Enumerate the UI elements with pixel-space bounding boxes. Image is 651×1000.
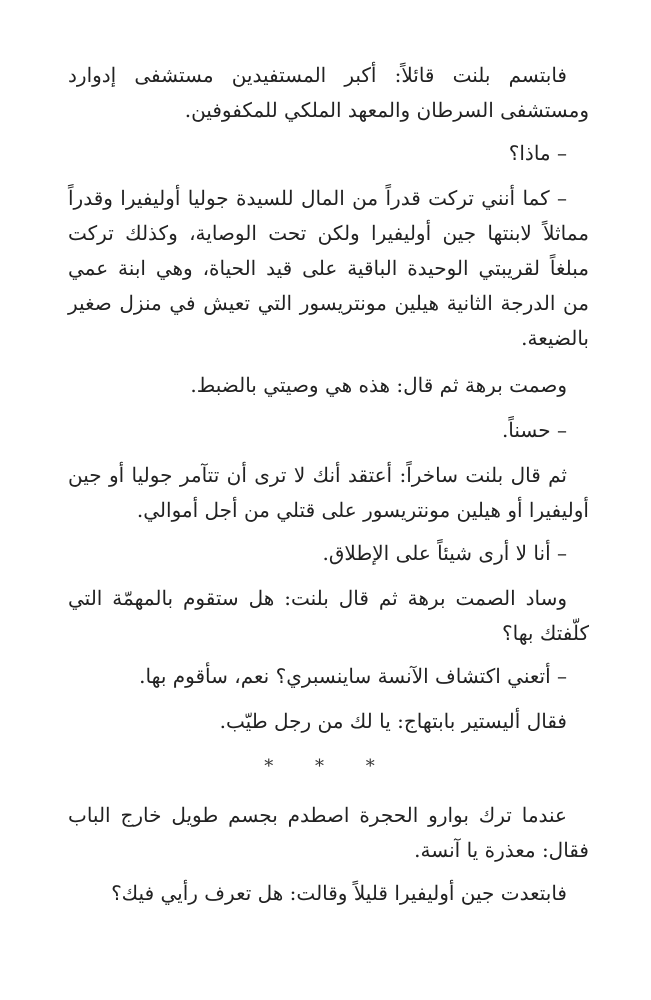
paragraph-this-is-my-will: وصمت برهة ثم قال: هذه هي وصيتي بالضبط. [190,373,567,397]
dialog-miss-sainsbury: – أتعني اكتشاف الآنسة ساينسبري؟ نعم، سأقوم بها. [139,664,567,688]
paragraph-alistair-cheer: فقال أليستير بابتهاج: يا لك من رجل طيّب. [219,709,567,733]
paragraph-will-you-do-task: وساد الصمت برهة ثم قال بلنت: هل ستقوم بالمهمّة التي كلّفتك بها؟ [68,586,589,645]
paragraph-jane-olivera: فابتعدت جين أوليفيرا قليلاً وقالت: هل تعرف رأيي فيك؟ [111,881,567,905]
paragraph-blunt-beneficiaries: فابتسم بلنت قائلاً: أكبر المستفيدين مستشفى إدوارد ومستشفى السرطان والمعهد الملكي للمكفوفين. [68,63,589,122]
dialog-fine: – حسناً. [501,418,567,442]
dialog-see-nothing: – أنا لا أرى شيئاً على الإطلاق. [322,541,567,565]
paragraph-blunt-sarcastic: ثم قال بلنت ساخراً: أعتقد أنك لا ترى أن تتآمر جوليا أو جين أوليفيرا أو هيلين مونتريسور على قتلي من أجل أموالي. [68,463,589,522]
paragraph-poirot-leaves-room: عندما ترك بوارو الحجرة اصطدم بجسم طويل خارج الباب فقال: معذرة يا آنسة. [68,803,589,862]
dialog-what: – ماذا؟ [508,141,567,165]
section-separator: * * * [264,756,393,777]
paragraph-will-details: – كما أنني تركت قدراً من المال للسيدة جوليا أوليفيرا وقدراً مماثلاً لابنتها جين أوليفيرا ولكن تحت الوصاية، وكذلك تركت مبلغاً لقريبتي الوحيدة الباقية على قيد الحياة، وهي ابنة عمي من الدرجة الثانية هيلين مونتريسور التي تعيش في منزل صغير بالضيعة. [68,186,589,350]
